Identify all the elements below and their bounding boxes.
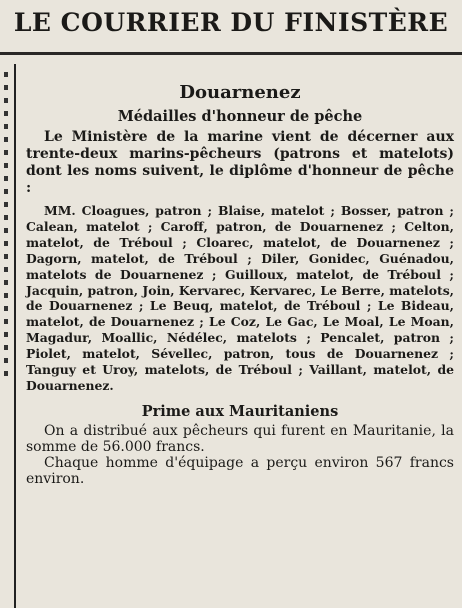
article-names-paragraph: MM. Cloagues, patron ; Blaise, matelot ; Bosser, patron ; Calean, matelot ; Caroff, patron, de Douarnenez ; Celton, matelot, de Tréboul ; Cloarec, matelot, de Douarnenez ; Dagorn, matelot, de Tréboul ; Diler, Gonidec, Guénadou, matelots de Douarnenez ; Guilloux, matelot, de Tréboul ; Jacquin, patron, Join, Kervarec, Kervarec, Le Berre, matelots, de Douarnenez ; Le Beuq, matelot, de Tréboul ; Le Bideau, matelot, de Douarnenez ; Le Coz, Le Gac, Le Moal, Le Moan, Magadur, Moallic, Nédélec, matelots ; Pencalet, patron ; Piolet, matelot, Sévellec, patron, tous de Douarnenez ; Tanguy et Uroy, matelots, de Tréboul ; Vaillant, matelot, de Douarnenez. — [26, 203, 454, 393]
section-paragraph-2: Chaque homme d'équipage a perçu environ 567 francs environ. — [26, 454, 454, 487]
article-douarnenez — [26, 82, 454, 487]
article-intro-paragraph: Le Ministère de la marine vient de décerner aux trente-deux marins-pêcheurs (patrons et matelots) dont les noms suivent, le diplôme d'honneur de pêche : — [26, 129, 454, 196]
newspaper-masthead: LE COURRIER DU FINISTÈRE — [13, 8, 449, 37]
section-paragraph-1: On a distribué aux pêcheurs qui furent en Mauritanie, la somme de 56.000 francs. — [26, 422, 454, 455]
masthead-rule — [0, 52, 462, 55]
article-title: Douarnenez — [179, 82, 301, 103]
adjacent-column-strip — [0, 64, 16, 608]
section-heading: Prime aux Mauritaniens — [141, 402, 339, 420]
article-subtitle: Médailles d'honneur de pêche — [117, 108, 363, 125]
